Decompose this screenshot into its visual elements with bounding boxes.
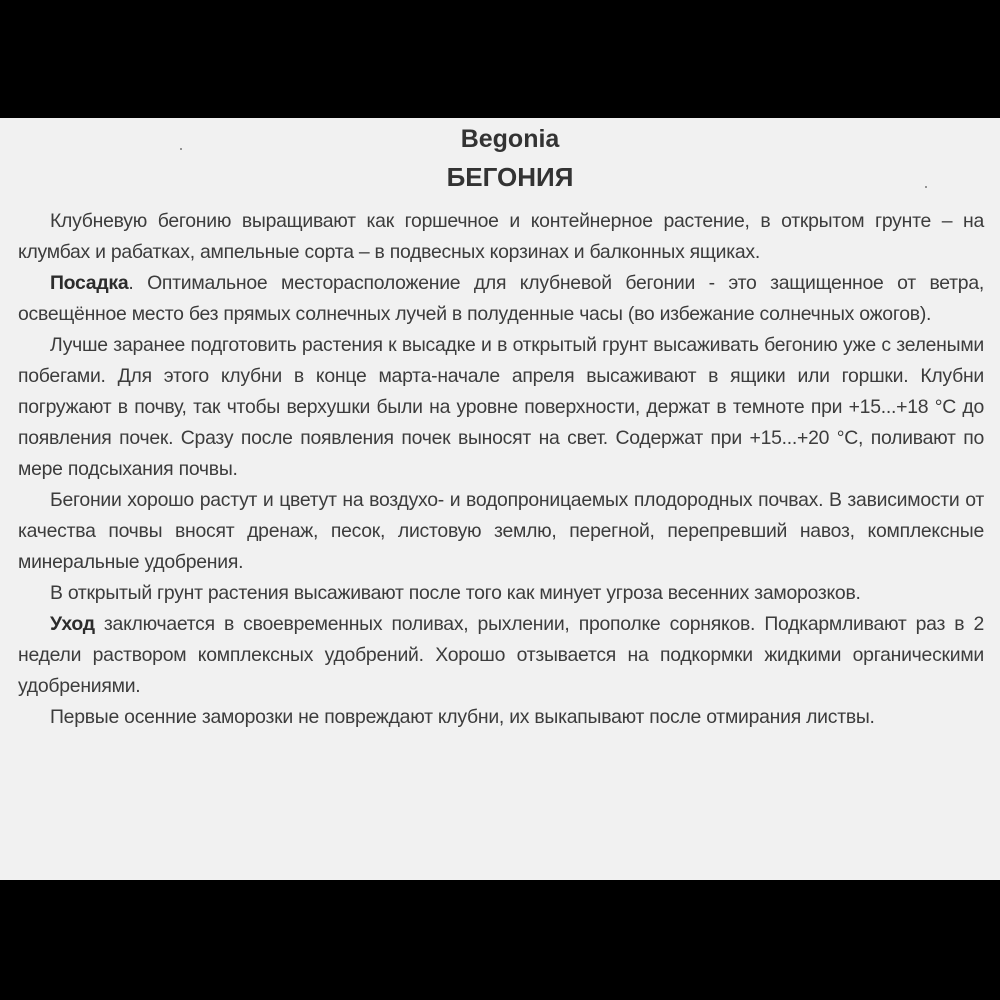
- paragraph-intro: [18, 206, 984, 268]
- paragraph-lead-care: Уход: [50, 613, 95, 635]
- paragraph-text: Первые осенние заморозки не повреждают клубни, их выкапывают после отмирания листвы.: [50, 706, 875, 728]
- paragraph-text: . Оптимальное месторасположение для клубневой бегонии - это защищенное от ветра, освещённое место без прямых солнечных лучей в полуденные часы (во избежание солнечных ожогов).: [18, 272, 984, 325]
- paragraph-text: Бегонии хорошо растут и цветут на воздухо- и водопроницаемых плодородных почвах. В зависимости от качества почвы вносят дренаж, песок, листовую землю, перегной, перепревший навоз, комплексные минеральные удобрения.: [18, 489, 984, 573]
- title-latin: Begonia: [460, 125, 560, 153]
- paragraph-outdoor: [18, 578, 984, 609]
- paragraph-text: Клубневую бегонию выращивают как горшечное и контейнерное растение, в открытом грунте – на клумбах и рабатках, ампельные сорта – в подвесных корзинах и балконных ящиках.: [18, 210, 984, 263]
- document-body: [18, 206, 984, 733]
- paragraph-text: В открытый грунт растения высаживают после того как минует угроза весенних заморозков.: [50, 582, 861, 604]
- paragraph-lead-planting: Посадка: [50, 272, 129, 294]
- paragraph-frost: [18, 702, 984, 733]
- paragraph-care: [18, 609, 984, 702]
- document-page: [0, 118, 1000, 880]
- paragraph-planting: [18, 268, 984, 330]
- paragraph-soil: [18, 485, 984, 578]
- paragraph-preparation: [18, 330, 984, 485]
- paragraph-text: заключается в своевременных поливах, рыхлении, прополке сорняков. Подкармливают раз в 2 недели раствором комплексных удобрений. Хорошо отзывается на подкормки жидкими органическими удобрениями.: [18, 613, 984, 697]
- paragraph-text: Лучше заранее подготовить растения к высадке и в открытый грунт высаживать бегонию уже с зелеными побегами. Для этого клубни в конце марта-начале апреля высаживают в ящики или горшки. Клубни погружают в почву, так чтобы верхушки были на уровне поверхности, держат в темноте при +15...+18 °С до появления почек. Сразу после появления почек выносят на свет. Содержат при +15...+20 °С, поливают по мере подсыхания почвы.: [18, 334, 984, 480]
- title-cyrillic: БЕГОНИЯ: [446, 162, 574, 192]
